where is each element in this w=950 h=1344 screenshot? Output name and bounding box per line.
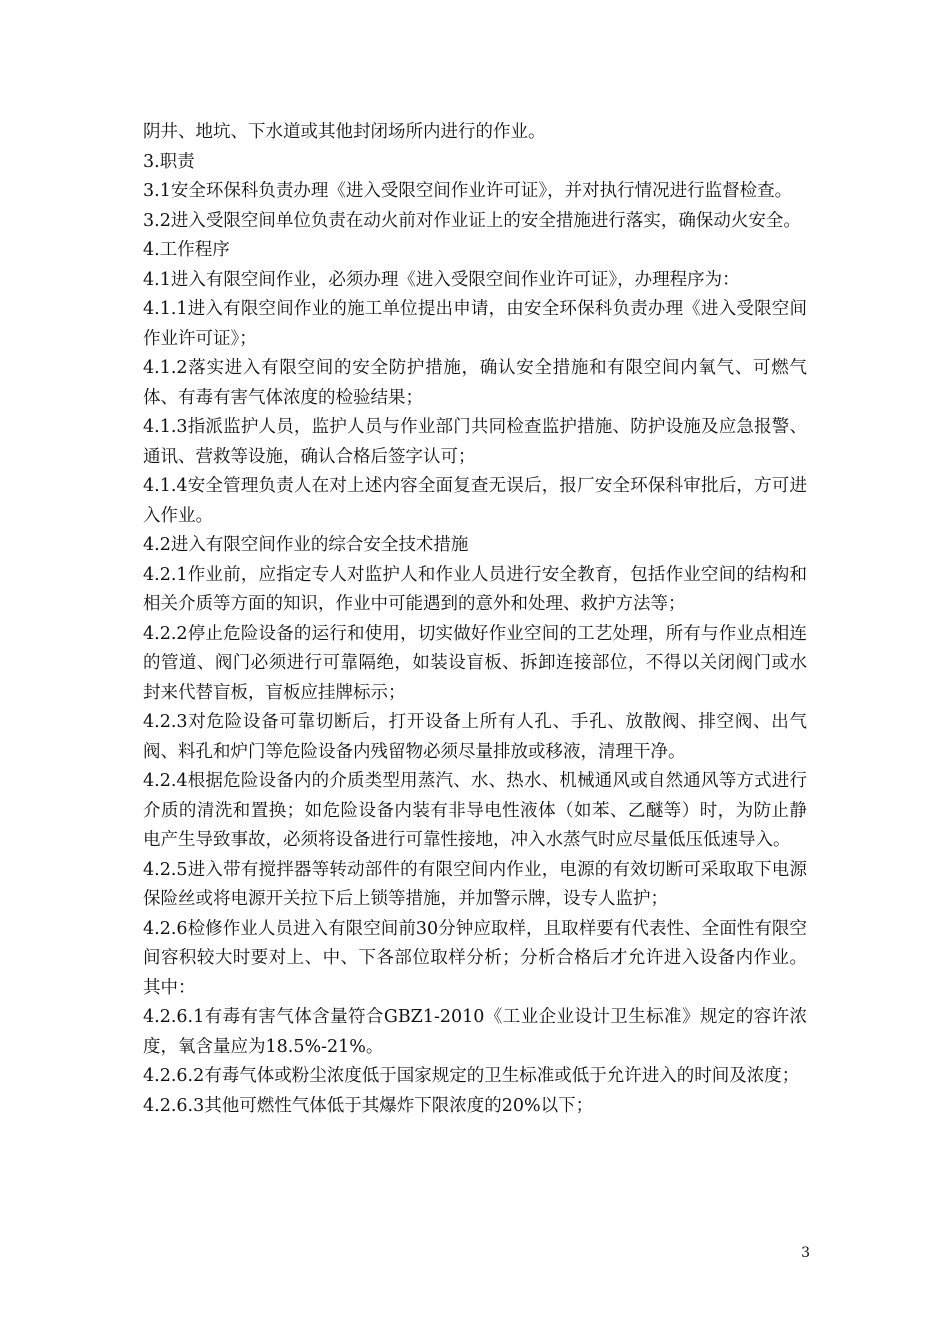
heading-work-procedure: 4.工作程序 bbox=[143, 240, 230, 260]
paragraph-4-2-6: 4.2.6检修作业人员进入有限空间前30分钟应取样，且取样要有代表性、全面性有限空间容积较大时要对上、中、下各部位取样分析；分析合格后才允许进入设备内作业。其中： bbox=[143, 918, 807, 998]
paragraph-3-2: 3.2进入受限空间单位负责在动火前对作业证上的安全措施进行落实，确保动火安全。 bbox=[143, 210, 801, 231]
paragraph-4-1-3: 4.1.3指派监护人员，监护人员与作业部门共同检查监护措施、防护设施及应急报警、通讯、营救等设施，确认合格后签字认可； bbox=[143, 417, 807, 467]
paragraph-4-2-6-1: 4.2.6.1有毒有害气体含量符合GBZ1-2010《工业企业设计卫生标准》规定的容许浓度，氧含量应为18.5%-21%。 bbox=[143, 1007, 807, 1057]
document-body bbox=[143, 118, 807, 1121]
paragraph-4-2-6-3: 4.2.6.3其他可燃性气体低于其爆炸下限浓度的20%以下； bbox=[143, 1095, 594, 1116]
paragraph-4-2-3: 4.2.3对危险设备可靠切断后，打开设备上所有人孔、手孔、放散阀、排空阀、出气阀、料孔和炉门等危险设备内残留物必须尽量排放或移液，清理干净。 bbox=[143, 712, 807, 762]
page-number: 3 bbox=[801, 1245, 810, 1261]
paragraph-4-1-1: 4.1.1进入有限空间作业的施工单位提出申请，由安全环保科负责办理《进入受限空间作业许可证》； bbox=[143, 299, 807, 349]
paragraph-4-2-2: 4.2.2停止危险设备的运行和使用，切实做好作业空间的工艺处理，所有与作业点相连的管道、阀门必须进行可靠隔绝，如装设盲板、拆卸连接部位，不得以关闭阀门或水封来代替盲板，盲板应挂牌标示； bbox=[143, 623, 807, 703]
paragraph-3-1: 3.1安全环保科负责办理《进入受限空间作业许可证》，并对执行情况进行监督检查。 bbox=[143, 181, 793, 201]
heading-responsibilities: 3.职责 bbox=[143, 151, 195, 172]
paragraph-4-2: 4.2进入有限空间作业的综合安全技术措施 bbox=[143, 535, 469, 555]
paragraph-4-1-4: 4.1.4安全管理负责人在对上述内容全面复查无误后，报厂安全环保科审批后，方可进入作业。 bbox=[143, 476, 807, 526]
paragraph-4-2-5: 4.2.5进入带有搅拌器等转动部件的有限空间内作业，电源的有效切断可采取取下电源保险丝或将电源开关拉下后上锁等措施，并加警示牌，设专人监护； bbox=[143, 859, 807, 909]
paragraph-4-2-4: 4.2.4根据危险设备内的介质类型用蒸汽、水、热水、机械通风或自然通风等方式进行介质的清洗和置换；如危险设备内装有非导电性液体（如苯、乙醚等）时，为防止静电产生导致事故，必须将设备进行可靠性接地，冲入水蒸气时应尽量低压低速导入。 bbox=[143, 771, 807, 850]
paragraph-4-2-1: 4.2.1作业前，应指定专人对监护人和作业人员进行安全教育，包括作业空间的结构和相关介质等方面的知识，作业中可能遇到的意外和处理、救护方法等； bbox=[143, 564, 807, 614]
paragraph-4-1-2: 4.1.2落实进入有限空间的安全防护措施，确认安全措施和有限空间内氧气、可燃气体、有毒有害气体浓度的检验结果； bbox=[143, 358, 807, 408]
paragraph-4-1: 4.1进入有限空间作业，必须办理《进入受限空间作业许可证》，办理程序为： bbox=[143, 269, 740, 290]
paragraph-scope-continuation: 阴井、地坑、下水道或其他封闭场所内进行的作业。 bbox=[143, 122, 546, 142]
paragraph-4-2-6-2: 4.2.6.2有毒气体或粉尘浓度低于国家规定的卫生标准或低于允许进入的时间及浓度； bbox=[143, 1066, 800, 1086]
